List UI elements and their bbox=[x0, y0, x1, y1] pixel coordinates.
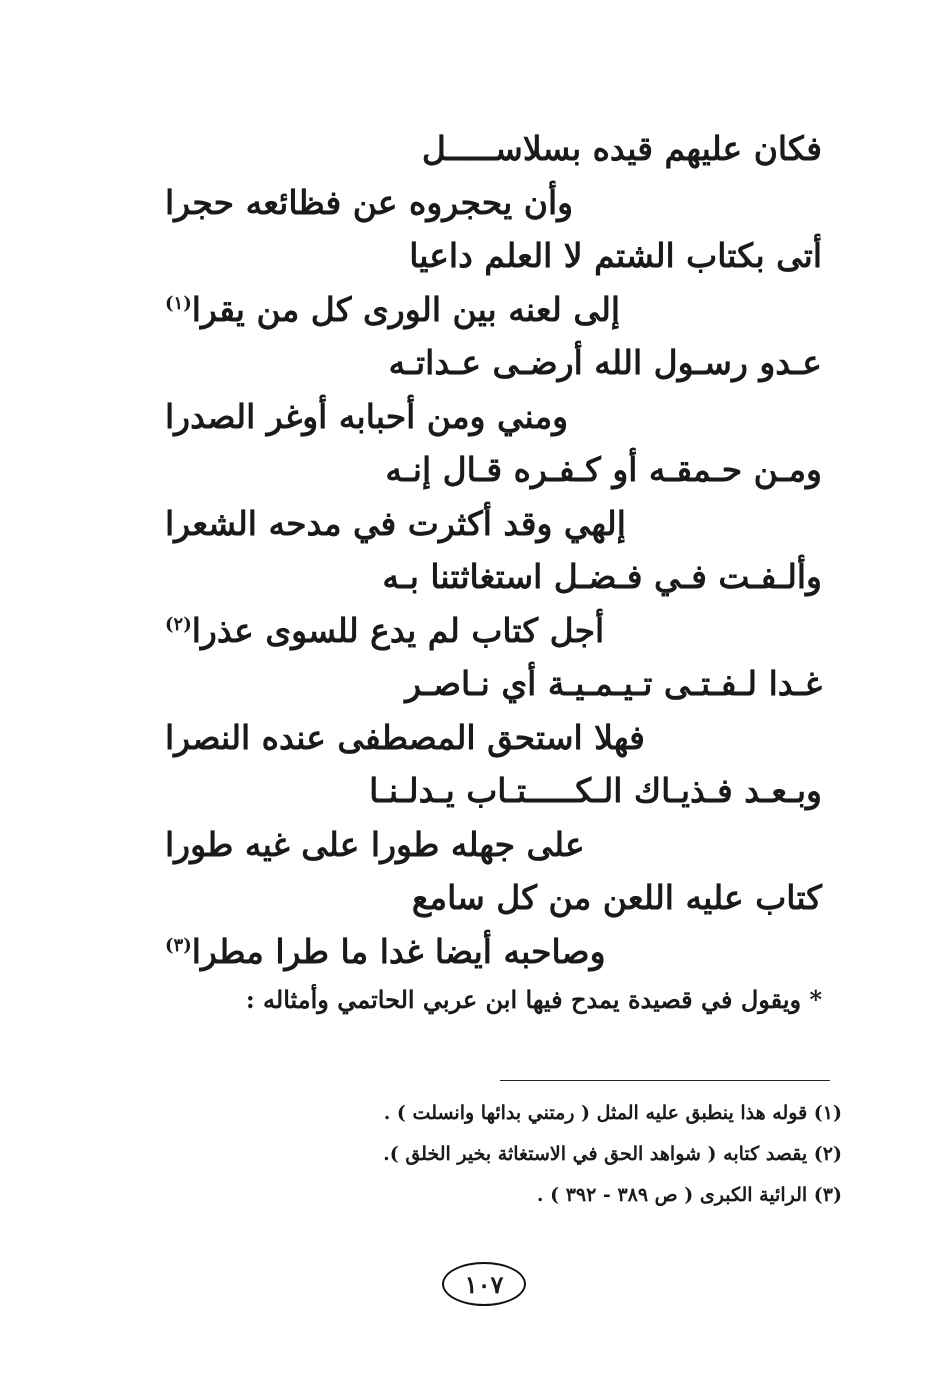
verse-text: فكان عليهم قيده بسلاســـــل bbox=[421, 129, 822, 168]
verse-text: ومـن حـمقـه أو كـفـره قـال إنـه bbox=[385, 450, 822, 489]
verse-text: إلهي وقد أكثرت في مدحه الشعرا bbox=[165, 503, 626, 543]
verse-line bbox=[385, 450, 822, 489]
verse-text: وألـفـت فـي فـضـل استغاثتنا بـه bbox=[382, 557, 822, 596]
verse-text: على جهله طورا على غيه طورا bbox=[165, 824, 585, 864]
verse-text: أتى بكتاب الشتم لا العلم داعيا bbox=[409, 236, 822, 275]
verse-line bbox=[165, 289, 621, 329]
verse-line bbox=[382, 557, 822, 596]
verse-line bbox=[165, 503, 626, 543]
verse-line bbox=[405, 664, 822, 703]
footnote-marker: (٢) bbox=[165, 613, 192, 635]
verse-line bbox=[165, 931, 606, 971]
verse-line bbox=[165, 396, 569, 436]
footnote-1: (١) قوله هذا ينطبق عليه المثل ( رمتني بدائها وانسلت ) . bbox=[383, 1102, 842, 1124]
verse-line bbox=[388, 343, 822, 382]
verse-text: وبـعـد فـذيـاك الـكـــــتـاب يـدلـنـا bbox=[369, 771, 822, 810]
verse-text: وصاحبه أيضا غدا ما طرا مطرا bbox=[191, 931, 606, 971]
verse-text: إلى لعنه بين الورى كل من يقرا bbox=[191, 289, 621, 329]
footnote-marker: (٣) bbox=[165, 934, 192, 956]
intro-note: * ويقول في قصيدة يمدح فيها ابن عربي الحاتمي وأمثاله : bbox=[245, 985, 822, 1014]
footnote-3: (٣) الرائية الكبرى ( ص ٣٨٩ - ٣٩٢ ) . bbox=[536, 1184, 842, 1206]
verse-line bbox=[409, 236, 822, 275]
verse-text: فهلا استحق المصطفى عنده النصرا bbox=[165, 717, 645, 757]
verse-line bbox=[165, 610, 605, 650]
verse-text: أجل كتاب لم يدع للسوى عذرا bbox=[191, 610, 605, 650]
footnote-separator bbox=[500, 1080, 830, 1081]
footnote-marker: (١) bbox=[165, 292, 192, 314]
verse-line bbox=[165, 182, 574, 222]
verse-text: عـدو رسـول الله أرضـى عـداتـه bbox=[388, 343, 822, 382]
verse-text: وأن يحجروه عن فظائعه حجرا bbox=[165, 182, 574, 222]
footnote-2: (٢) يقصد كتابه ( شواهد الحق في الاستغاثة بخير الخلق ). bbox=[383, 1143, 842, 1165]
verse-text: كتاب عليه اللعن من كل سامع bbox=[411, 878, 822, 917]
verse-text: غـدا لـفـتـى تـيـمـيـة أي نـاصـر bbox=[405, 664, 822, 703]
verse-text: ومني ومن أحبابه أوغر الصدرا bbox=[165, 396, 569, 436]
page-number: ١٠٧ bbox=[442, 1262, 526, 1306]
verse-line bbox=[369, 771, 822, 810]
verse-line bbox=[165, 717, 645, 757]
verse-line bbox=[411, 878, 822, 917]
verse-line bbox=[165, 824, 585, 864]
verse-line bbox=[421, 129, 822, 168]
